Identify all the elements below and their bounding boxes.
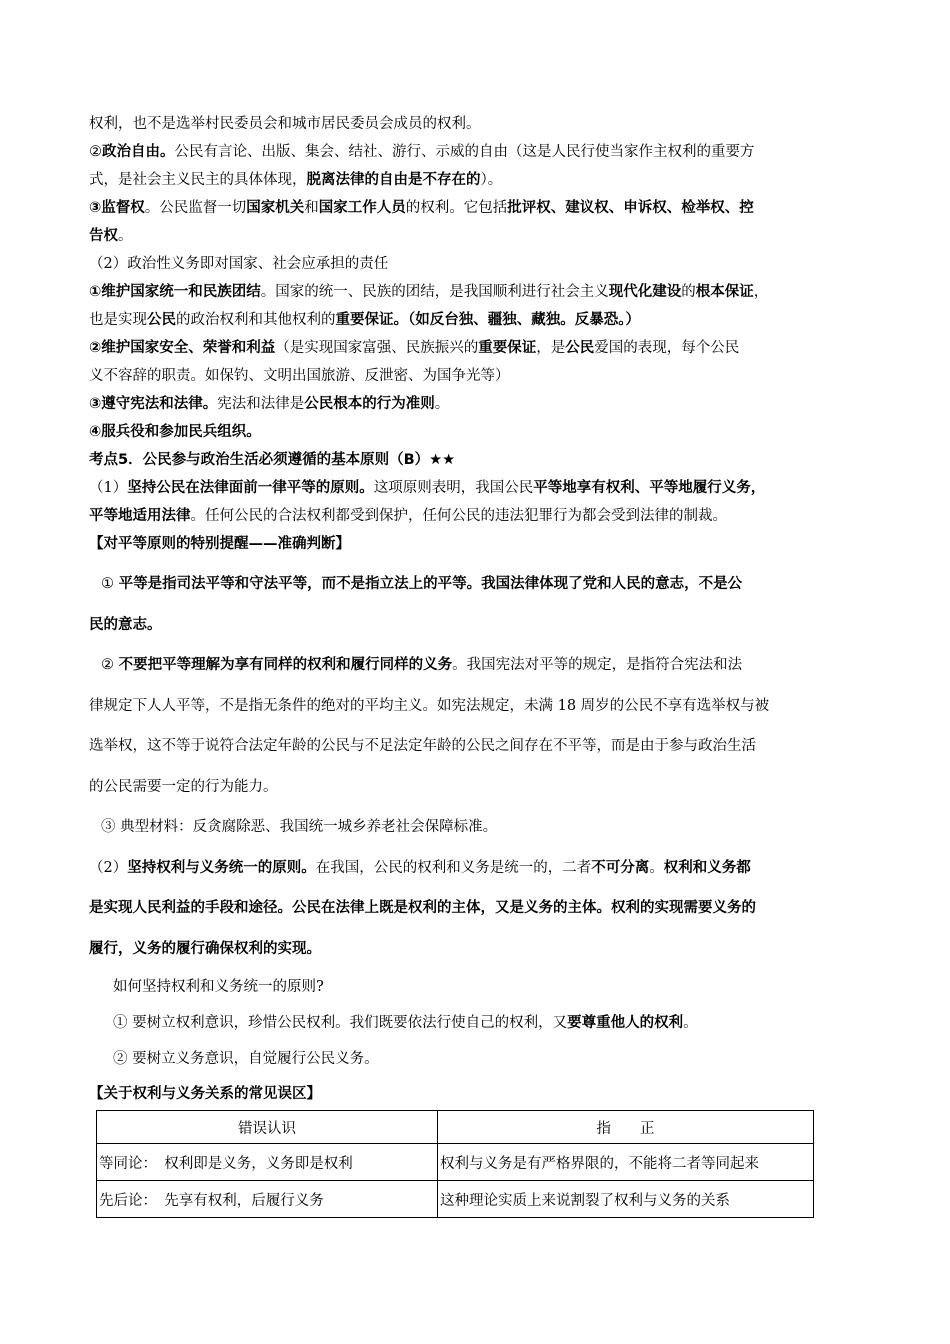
paragraph-line bbox=[89, 306, 869, 334]
term: 公民根本的行为准则 bbox=[304, 396, 435, 412]
text: 。任何公民的合法权利都受到保护，任何公民的违法犯罪行为都会受到法律的制裁。 bbox=[190, 508, 727, 524]
table-cell: 等同论： 权利即是义务，义务即是权利 bbox=[97, 1144, 438, 1181]
text: 也是实现 bbox=[89, 312, 147, 328]
term: 坚持权利与义务统一的原则。 bbox=[127, 859, 316, 876]
table-header-cell: 错误认识 bbox=[97, 1111, 438, 1144]
term: 不可分离 bbox=[591, 859, 650, 876]
term: ③遵守宪法和法律。 bbox=[89, 396, 218, 412]
term: 政治自由。 bbox=[102, 144, 175, 160]
text: （2）政治性义务即对国家、社会应承担的责任 bbox=[89, 256, 389, 272]
item-supervision-right bbox=[89, 194, 869, 222]
question-line: 如何坚持权利和义务统一的原则? bbox=[113, 979, 324, 995]
text: （是实现国家富强、民族振兴的 bbox=[275, 340, 479, 356]
paragraph-line bbox=[89, 166, 869, 194]
text: 式，是社会主义民主的具体体现， bbox=[89, 172, 307, 188]
item-military-service: ④服兵役和参加民兵组织。 bbox=[89, 424, 261, 440]
item-security bbox=[89, 334, 869, 362]
text: 。 bbox=[683, 1015, 698, 1031]
term: 平等地适用法律 bbox=[89, 508, 191, 524]
text: 义不容辞的职责。如保钓、文明出国旅游、反泄密、为国争光等） bbox=[89, 368, 510, 384]
text: ① 要树立权利意识，珍惜公民权利。我们既要依法行使自己的权利，又 bbox=[113, 1015, 568, 1031]
text: 宪法和法律是 bbox=[217, 396, 305, 412]
paragraph-line bbox=[89, 222, 869, 250]
text: ② bbox=[101, 657, 119, 673]
text: 。国家的统一、民族的团结，是我国顺利进行社会主义 bbox=[260, 284, 609, 300]
text: ② bbox=[89, 144, 102, 160]
document-body bbox=[89, 110, 869, 1111]
text: （2） bbox=[89, 859, 128, 876]
term: 国家工作人员 bbox=[318, 200, 406, 216]
text: 爱国的表现，每个公民 bbox=[594, 340, 740, 356]
text: 。公民监督一切 bbox=[144, 200, 247, 216]
term: 国家机关 bbox=[246, 200, 305, 216]
term: 重要保证。（如反台独、疆独、藏独。反暴恐。） bbox=[335, 312, 640, 328]
term: 批评权、建议权、申诉权、检举权、控 bbox=[507, 200, 754, 216]
term: 告权 bbox=[89, 228, 118, 244]
text: 公民有言论、出版、集会、结社、游行、示威的自由（这是人民行使当家作主权利的重要方 bbox=[174, 144, 755, 160]
paragraph-line bbox=[89, 110, 869, 138]
table-cell: 这种理论实质上来说割裂了权利与义务的关系 bbox=[438, 1181, 814, 1218]
table-cell: 先后论： 先享有权利，后履行义务 bbox=[97, 1181, 438, 1218]
term: 权利和义务都 bbox=[663, 859, 751, 876]
term: 公民 bbox=[565, 340, 595, 356]
table-header-cell: 指 正 bbox=[438, 1111, 814, 1144]
paragraph-line bbox=[89, 362, 869, 390]
term: ①维护国家统一和民族团结 bbox=[89, 284, 261, 300]
text: 。我国宪法对平等的规定，是指符合宪法和法 bbox=[452, 657, 743, 673]
paragraph-line bbox=[89, 502, 869, 530]
term: 平等地享有权利、平等地履行义务， bbox=[533, 480, 766, 496]
term: 现代化建设 bbox=[608, 284, 682, 300]
misconception-heading: 【关于权利与义务关系的常见误区】 bbox=[89, 1086, 321, 1102]
answer-item bbox=[89, 1005, 869, 1041]
reminder-item: ③ 典型材料：反贪腐除恶、我国统一城乡养老社会保障标准。 bbox=[101, 819, 498, 835]
principle-equality bbox=[89, 474, 869, 502]
text: ， bbox=[753, 284, 769, 300]
text: 。 bbox=[649, 859, 664, 876]
term: 要尊重他人的权利 bbox=[567, 1015, 684, 1031]
paragraph-line: 履行，义务的履行确保权利的实现。 bbox=[89, 940, 321, 957]
paragraph-line: 民的意志。 bbox=[89, 616, 162, 633]
text: 。 bbox=[434, 396, 450, 412]
principle-rights-duties bbox=[89, 848, 869, 889]
paragraph-line: 律规定下人人平等，不是指无条件的绝对的平均主义。如宪法规定，未满 18 周岁的公民不享有选举权与被 bbox=[89, 697, 770, 714]
paragraph-line: 选举权，这不等于说符合法定年龄的公民与不足法定年龄的公民之间存在不平等，而是由于参与政治生活 bbox=[89, 738, 756, 754]
term: 不要把平等理解为享有同样的权利和履行同样的义务 bbox=[118, 657, 453, 673]
term: 平等是指司法平等和守法平等，而不是指立法上的平等。我国法律体现了党和人民的意志，不是公 bbox=[118, 576, 743, 592]
reminder-item bbox=[89, 645, 869, 686]
text: 的权利。它包括 bbox=[405, 200, 508, 216]
reminder-item bbox=[89, 564, 869, 605]
term: 重要保证 bbox=[478, 340, 537, 356]
paragraph-line: 的公民需要一定的行为能力。 bbox=[89, 778, 278, 795]
text: 权利，也不是选举村民委员会和城市居民委员会成员的权利。 bbox=[89, 116, 481, 132]
item-political-freedom bbox=[89, 138, 869, 166]
item-unity bbox=[89, 278, 869, 306]
text: ）。 bbox=[480, 172, 503, 188]
topic-heading: 考点5．公民参与政治生活必须遵循的基本原则（B）★★ bbox=[89, 452, 456, 468]
misconception-table bbox=[96, 1110, 814, 1218]
paragraph-line: 是实现人民利益的手段和途径。公民在法律上既是权利的主体，又是义务的主体。权利的实现需要义务的 bbox=[89, 900, 756, 916]
text: 在我国，公民的权利和义务是统一的，二者 bbox=[315, 859, 592, 876]
table-cell: 权利与义务是有严格界限的，不能将二者等同起来 bbox=[438, 1144, 814, 1181]
text: 和 bbox=[304, 200, 319, 216]
table-header-row bbox=[97, 1111, 814, 1144]
text: 的 bbox=[681, 284, 696, 300]
text: （1） bbox=[89, 480, 128, 496]
term: 根本保证 bbox=[695, 284, 754, 300]
reminder-heading: 【对平等原则的特别提醒——准确判断】 bbox=[89, 536, 350, 552]
term: 坚持公民在法律面前一律平等的原则。 bbox=[127, 480, 374, 496]
section-heading bbox=[89, 250, 869, 278]
text: 。 bbox=[118, 228, 133, 244]
term: ②维护国家安全、荣誉和利益 bbox=[89, 340, 276, 356]
term: ③监督权 bbox=[89, 200, 145, 216]
table-row bbox=[97, 1181, 814, 1218]
answer-item: ② 要树立义务意识，自觉履行公民义务。 bbox=[113, 1051, 379, 1067]
text: 这项原则表明，我国公民 bbox=[373, 480, 534, 496]
text: ，是 bbox=[536, 340, 566, 356]
item-constitution bbox=[89, 390, 869, 418]
term: 脱离法律的自由是不存在的 bbox=[306, 172, 481, 188]
table-row bbox=[97, 1144, 814, 1181]
term: 公民 bbox=[147, 312, 176, 328]
text: ① bbox=[101, 576, 119, 592]
text: 的政治权利和其他权利的 bbox=[176, 312, 336, 328]
